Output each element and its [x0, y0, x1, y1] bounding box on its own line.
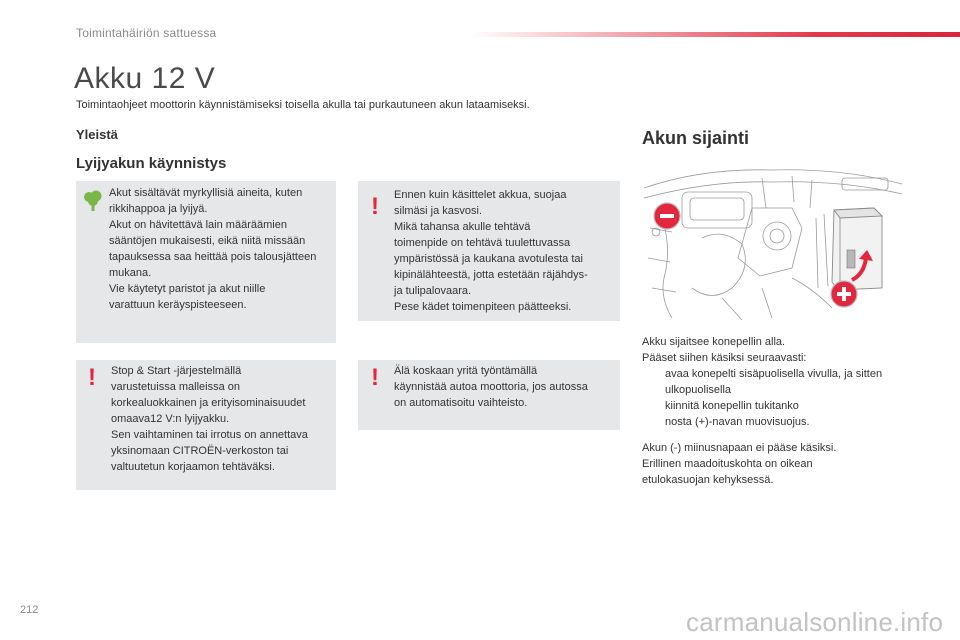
location-step: nosta (+)-navan muovisuojus.: [665, 416, 810, 428]
watermark: carmanualsonline.info: [686, 607, 944, 637]
heading-general: Yleistä: [76, 127, 118, 142]
warning-box-text: Älä koskaan yritä työntämällä käynnistää autoa moottoria, jos autossa on automatisoitu vaihteisto.: [394, 365, 588, 409]
location-line: Pääset siihen käsiksi seuraavasti:: [642, 352, 807, 364]
warning-box-protection: [358, 181, 620, 321]
location-line: Akku sijaitsee konepellin alla.: [642, 336, 786, 348]
page-title: Akku 12 V: [74, 62, 216, 95]
header-accent-rule: [470, 32, 960, 37]
minus-terminal-icon: [654, 203, 680, 229]
warning-box-text: Ennen kuin käsittelet akkua, suojaa silmäsi ja kasvosi. Mikä tahansa akulle tehtävä toimenpide on tehtävä tuulettuvassa ympäristössä ja kaukana avotulesta tai kipinälähteestä, jotta estetään räjähdys- ja tulipalovaara. Pese kädet toimenpiteen päätteeksi.: [394, 189, 588, 313]
location-step: avaa konepelti sisäpuolisella vivulla, ja sitten ulkopuolisella: [665, 368, 883, 396]
page-number: 212: [20, 604, 39, 616]
info-box-environment: [76, 181, 336, 343]
engine-bay-illustration: [642, 158, 904, 323]
intro-text: Toimintaohjeet moottorin käynnistämiseksi toisella akulla tai purkautuneen akun lataamiseksi.: [76, 99, 530, 111]
section-header: Toimintahäiriön sattuessa: [76, 26, 217, 40]
warning-box-stop-start: [76, 360, 336, 490]
warning-icon: !: [371, 193, 379, 220]
heading-battery-location: Akun sijainti: [642, 128, 750, 148]
eco-tree-icon: [83, 190, 103, 212]
warning-box-text: Stop & Start -järjestelmällä varustetuissa malleissa on korkealuokkainen ja erityisominaisuudet omaava12 V:n lyijyakku. Sen vaihtaminen tai irrotus on annettava yksinomaan CITROËN-verkoston tai valtuutetun korjaamon tehtäväksi.: [111, 365, 308, 473]
battery-location-instructions: [642, 334, 902, 430]
warning-icon: !: [371, 364, 379, 391]
plus-terminal-icon: [831, 281, 857, 307]
warning-box-push-start: [358, 360, 620, 430]
location-step: kiinnitä konepellin tukitanko: [665, 400, 799, 412]
heading-lead-acid-start: Lyijyakun käynnistys: [76, 155, 227, 172]
battery-location-note: Akun (-) miinusnapaan ei pääse käsiksi. Erillinen maadoituskohta on oikean etulokasuojan kehyksessä.: [642, 442, 837, 486]
warning-icon: !: [88, 364, 96, 391]
info-box-text: Akut sisältävät myrkyllisiä aineita, kuten rikkihappoa ja lyijyä. Akut on hävitettävä lain määräämien sääntöjen mukaisesti, eikä niitä missään tapauksessa saa heittää pois talousjätteen mukana. Vie käytetyt paristot ja akut niille varattuun keräyspisteeseen.: [109, 187, 317, 311]
